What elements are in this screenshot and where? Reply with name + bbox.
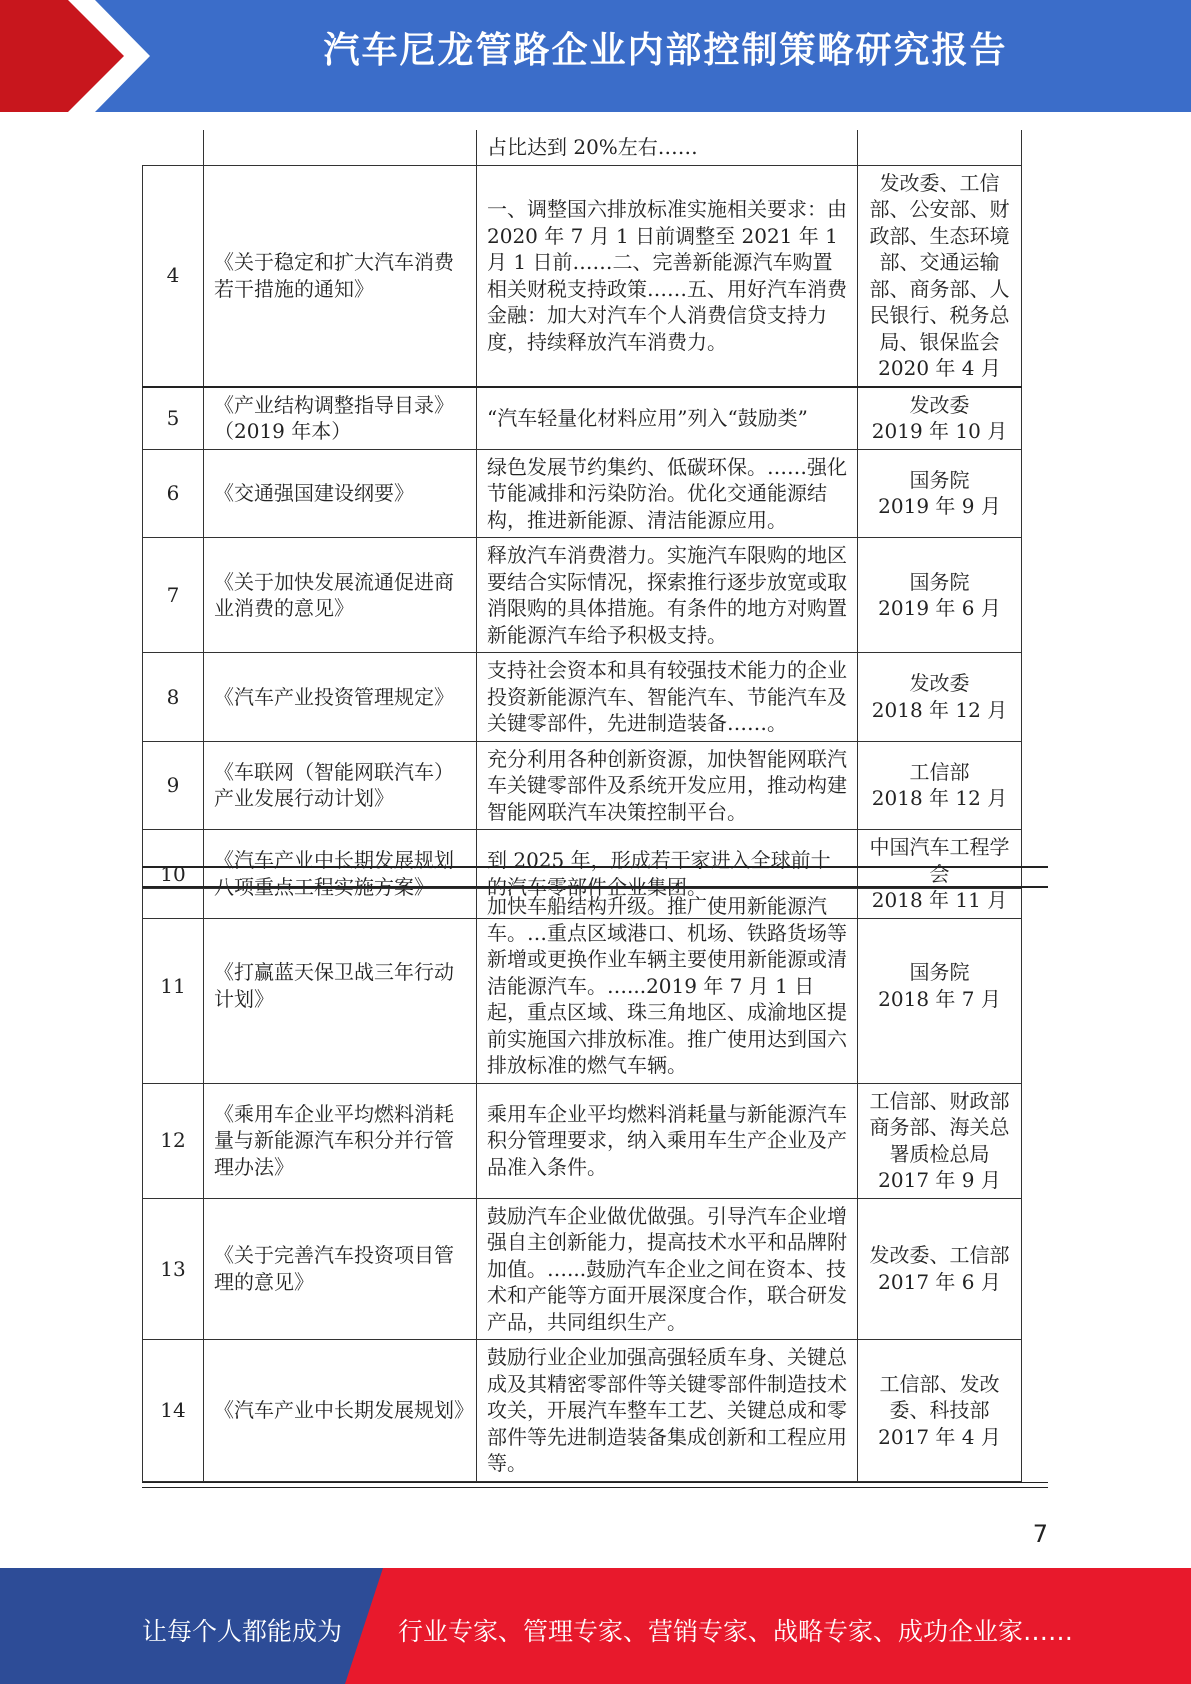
- policy-table-1: [142, 130, 1022, 919]
- issue-date: 2020 年 4 月: [878, 356, 1001, 380]
- cell-title: 《汽车产业中长期发展规划》: [204, 1340, 477, 1482]
- table-row: [143, 130, 1022, 165]
- cell-no: 6: [143, 449, 204, 538]
- table-row: [143, 387, 1022, 450]
- cell-issuer: [858, 1198, 1022, 1340]
- cell-no: [143, 130, 204, 165]
- cell-issuer: [858, 130, 1022, 165]
- cell-content: 绿色发展节约集约、低碳环保。……强化节能减排和污染防治。优化交通能源结构，推进新能源、清洁能源应用。: [477, 449, 858, 538]
- cell-no: 12: [143, 1083, 204, 1198]
- cell-content: 释放汽车消费潜力。实施汽车限购的地区要结合实际情况，探索推行逐步放宽或取消限购的具体措施。有条件的地方对购置新能源汽车给予积极支持。: [477, 538, 858, 653]
- cell-content: 支持社会资本和具有较强技术能力的企业投资新能源汽车、智能汽车、节能汽车及关键零部件，先进制造装备……。: [477, 653, 858, 742]
- issue-date: 2018 年 11 月: [871, 888, 1008, 912]
- issue-date: 2019 年 10 月: [871, 419, 1008, 443]
- cell-issuer: [858, 889, 1022, 1084]
- footer-slogan-right: 行业专家、管理专家、营销专家、战略专家、成功企业家……: [398, 1617, 1074, 1646]
- issuer-name: 工信部、发改委、科技部: [879, 1371, 1000, 1422]
- issue-date: 2018 年 7 月: [878, 986, 1001, 1011]
- cell-no: 8: [143, 653, 204, 742]
- page-number: 7: [1032, 1520, 1048, 1548]
- issue-date: 2017 年 4 月: [878, 1424, 1001, 1449]
- document-title: 汽车尼龙管路企业内部控制策略研究报告: [323, 30, 1008, 71]
- cell-issuer: [858, 1083, 1022, 1198]
- table-row: [143, 449, 1022, 538]
- cell-content: 乘用车企业平均燃料消耗量与新能源汽车积分管理要求，纳入乘用车生产企业及产品准入条件。: [477, 1083, 858, 1198]
- issuer-name: 国务院: [909, 960, 970, 985]
- issue-date: 2019 年 6 月: [878, 596, 1001, 620]
- cell-title: 《关于稳定和扩大汽车消费若干措施的通知》: [204, 165, 477, 387]
- issue-date: 2019 年 9 月: [878, 494, 1001, 519]
- issuer-name: 发改委: [909, 392, 970, 417]
- cell-issuer: [858, 165, 1022, 387]
- footer-slogan-left: 让每个人都能成为: [142, 1617, 343, 1646]
- cell-content: 到 2025 年，形成若干家进入全球前十的汽车零部件企业集团。: [477, 830, 858, 919]
- cell-title: 《产业结构调整指导目录》（2019 年本）: [204, 387, 477, 450]
- table-row: [143, 653, 1022, 742]
- table-row: [143, 538, 1022, 653]
- table-row: [143, 165, 1022, 387]
- cell-no: 9: [143, 741, 204, 830]
- table-row: [143, 1198, 1022, 1340]
- table-2-bottom-double-rule: [142, 1482, 1048, 1488]
- cell-issuer: [858, 1340, 1022, 1482]
- cell-content: 鼓励行业企业加强高强轻质车身、关键总成及其精密零部件等关键零部件制造技术攻关，开展汽车整车工艺、关键总成和零部件等先进制造装备集成创新和工程应用等。: [477, 1340, 858, 1482]
- issuer-name: 发改委、工信部、公安部、财政部、生态环境部、交通运输部、商务部、人民银行、税务总局、银保监会: [869, 170, 1010, 354]
- cell-issuer: [858, 387, 1022, 450]
- cell-no: 7: [143, 538, 204, 653]
- cell-issuer: [858, 653, 1022, 742]
- policy-table-2: [142, 888, 1022, 1482]
- cell-content: “汽车轻量化材料应用”列入“鼓励类”: [477, 387, 858, 450]
- cell-title: 《关于完善汽车投资项目管理的意见》: [204, 1198, 477, 1340]
- cell-title: 《乘用车企业平均燃料消耗量与新能源汽车积分并行管理办法》: [204, 1083, 477, 1198]
- issuer-name: 国务院: [909, 467, 970, 492]
- cell-title: 《交通强国建设纲要》: [204, 449, 477, 538]
- table-row: [143, 1083, 1022, 1198]
- issuer-name: 中国汽车工程学会: [869, 835, 1010, 886]
- cell-title: 《车联网（智能网联汽车）产业发展行动计划》: [204, 741, 477, 830]
- cell-content: 鼓励汽车企业做优做强。引导汽车企业增强自主创新能力，提高技术水平和品牌附加值。…...鼓励汽车企业之间在资本、技术和产能等方面开展深度合作，联合研发产品，共同组织生产。: [477, 1198, 858, 1340]
- cell-content: 充分利用各种创新资源，加快智能网联汽车关键零部件及系统开发应用，推动构建智能网联汽车决策控制平台。: [477, 741, 858, 830]
- cell-content: 加快车船结构升级。推广使用新能源汽车。…重点区域港口、机场、铁路货场等新增或更换作业车辆主要使用新能源或清洁能源汽车。…...2019 年 7 月 1 日起，重点区域、珠三角地区、成渝地区提前实施国六排放标准。推广使用达到国六排放标准的燃气车辆。: [477, 889, 858, 1084]
- issuer-name: 发改委、工信部: [869, 1243, 1010, 1268]
- issue-date: 2018 年 12 月: [871, 786, 1008, 811]
- issue-date: 2017 年 6 月: [878, 1269, 1001, 1294]
- cell-no: 11: [143, 889, 204, 1084]
- cell-no: 13: [143, 1198, 204, 1340]
- cell-title: 《打赢蓝天保卫战三年行动计划》: [204, 889, 477, 1084]
- cell-no: 4: [143, 165, 204, 387]
- cell-title: [204, 130, 477, 165]
- table-row: [143, 741, 1022, 830]
- issue-date: 2018 年 12 月: [871, 697, 1008, 722]
- issuer-name: 工信部、财政部商务部、海关总署质检总局: [869, 1088, 1010, 1166]
- cell-issuer: [858, 449, 1022, 538]
- cell-issuer: [858, 741, 1022, 830]
- issue-date: 2017 年 9 月: [878, 1168, 1001, 1192]
- cell-no: 14: [143, 1340, 204, 1482]
- cell-title: 《汽车产业投资管理规定》: [204, 653, 477, 742]
- table-row: [143, 889, 1022, 1084]
- issuer-name: 国务院: [909, 569, 970, 594]
- cell-title: 《汽车产业中长期发展规划八项重点工程实施方案》: [204, 830, 477, 919]
- issuer-name: 发改委: [909, 671, 970, 696]
- cell-title: 《关于加快发展流通促进商业消费的意见》: [204, 538, 477, 653]
- cell-no: 5: [143, 387, 204, 450]
- header-banner: [0, 0, 1191, 112]
- cell-issuer: [858, 538, 1022, 653]
- cell-no: 10: [143, 830, 204, 919]
- footer-banner: [0, 1568, 1191, 1684]
- table-1-bottom-rule: [142, 866, 1048, 868]
- issuer-name: 工信部: [909, 759, 970, 784]
- cell-content: 占比达到 20%左右……: [477, 130, 858, 165]
- table-row: [143, 1340, 1022, 1482]
- cell-content: 一、调整国六排放标准实施相关要求：由 2020 年 7 月 1 日前调整至 2021 年 1 月 1 日前……二、完善新能源汽车购置相关财税支持政策……五、用好汽车消费金融：加大对汽车个人消费信贷支持力度，持续释放汽车消费力。: [477, 165, 858, 387]
